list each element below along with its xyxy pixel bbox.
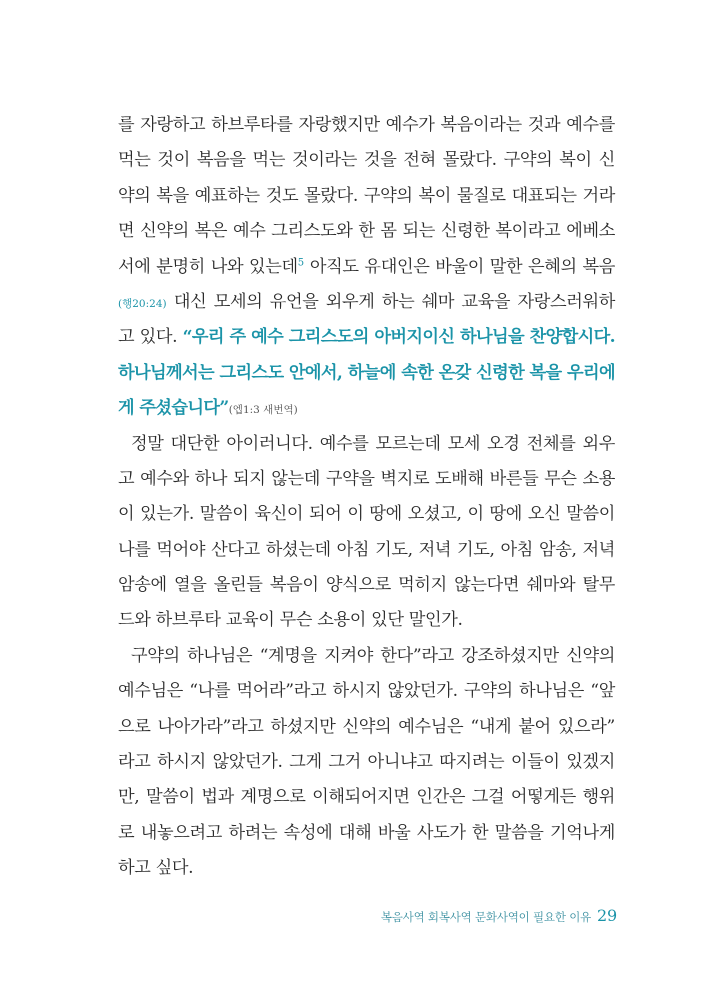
text-segment: 아직도 유대인은 바울이 말한 은혜의 복음 [304,256,615,277]
page-body [118,108,615,887]
paragraph-line: 나를 먹어야 산다고 하셨는데 아침 기도, 저녁 기도, 아침 암송, 저녁 [118,539,615,560]
footnote-marker: 5 [297,256,305,268]
text-line: 를 자랑하고 하브루타를 자랑했지만 예수가 복음이라는 것과 예수를 [118,115,615,135]
scripture-reference: (행20:24) [118,297,167,310]
paragraph-line: 하고 싶다. [118,858,194,879]
text-line: 약의 복을 예표하는 것도 몰랐다. 구약의 복이 물질로 대표되는 거라 [118,185,615,206]
highlighted-quote: 게 주셨습니다” [118,398,229,419]
highlighted-quote: “우리 주 예수 그리스도의 아버지이신 하나님을 찬양합시다. [182,327,615,348]
scripture-reference: (엡1:3 새번역) [228,404,298,417]
text-line [118,320,615,355]
paragraph-line: 이 있는가. 말씀이 육신이 되어 이 땅에 오셨고, 이 땅에 오신 말씀이 [118,504,615,525]
text-line: 면 신약의 복은 예수 그리스도와 한 몸 되는 신령한 복이라고 에베소 [118,221,615,242]
text-line [118,250,615,285]
paragraph-line: 만, 말씀이 법과 계명으로 이해되어지면 인간은 그걸 어떻게든 행위 [118,787,615,808]
text-segment: 서에 분명히 나와 있는데 [118,256,298,277]
text-line [118,285,615,320]
text-segment: 대신 모세의 유언을 외우게 하는 쉐마 교육을 자랑스러워하 [166,291,615,312]
paragraph-line: 구약의 하나님은 “계명을 지켜야 한다”라고 강조하셨지만 신약의 [131,645,615,666]
text-line: 먹는 것이 복음을 먹는 것이라는 것을 전혀 몰랐다. 구약의 복이 신 [118,150,615,171]
page-number: 29 [597,906,617,925]
running-title: 복음사역 회복사역 문화사역이 필요한 이유 [380,910,592,924]
paragraph-line: 드와 하브루타 교육이 무슨 소용이 있단 말인가. [118,610,463,631]
paragraph-line: 고 예수와 하나 되지 않는데 구약을 벽지로 도배해 바른들 무슨 소용 [118,468,615,489]
paragraph-line: 라고 하시지 않았던가. 그게 그거 아니냐고 따지려는 이들이 있겠지 [118,752,615,773]
paragraph-line: 암송에 열을 올린들 복음이 양식으로 먹히지 않는다면 쉐마와 탈무 [118,575,615,596]
text-line [118,391,615,426]
paragraph-line: 으로 나아가라”라고 하셨지만 신약의 예수님은 “내게 붙어 있으라” [118,716,615,737]
text-segment: 고 있다. [118,327,183,348]
paragraph-line: 예수님은 “나를 먹어라”라고 하시지 않았던가. 구약의 하나님은 “앞 [118,681,615,702]
paragraph-line: 정말 대단한 아이러니다. 예수를 모르는데 모세 오경 전체를 외우 [131,433,615,454]
page-footer [381,906,617,925]
paragraph-line: 로 내놓으려고 하려는 속성에 대해 바울 사도가 한 말씀을 기억나게 [118,822,615,843]
highlighted-quote-line: 하나님께서는 그리스도 안에서, 하늘에 속한 온갖 신령한 복을 우리에 [118,362,615,383]
